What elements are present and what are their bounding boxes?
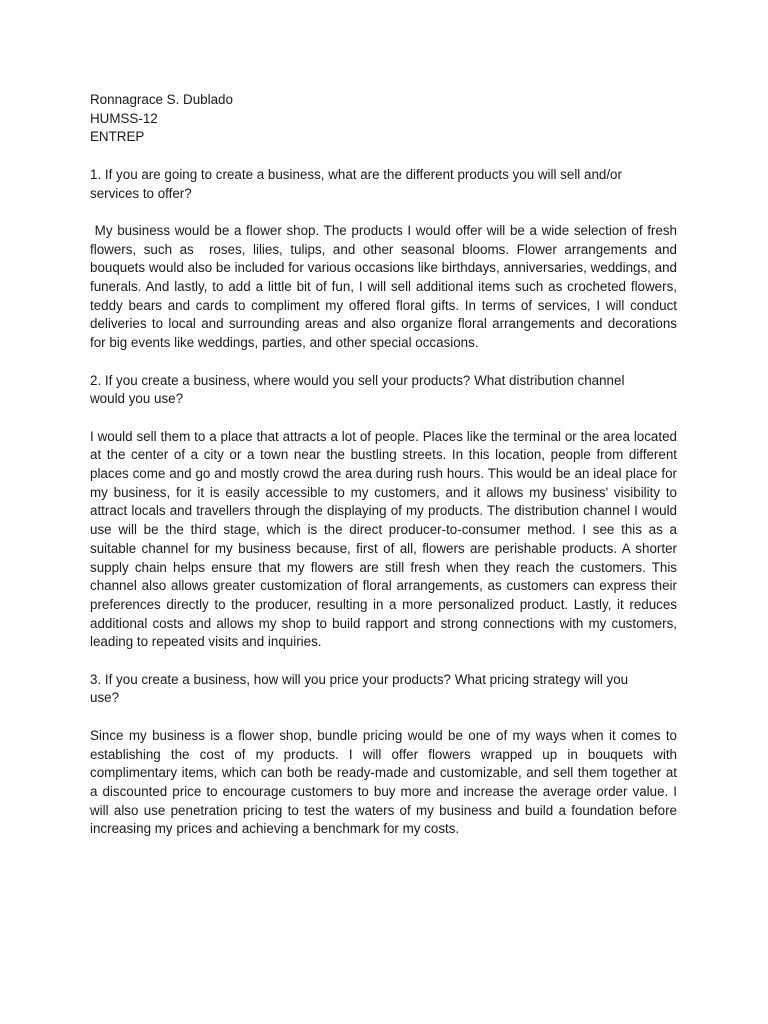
question-1: 1. If you are going to create a business, what are the different products you will sell and/or services to offer? bbox=[90, 166, 622, 201]
spacer bbox=[90, 652, 677, 671]
subject-label: ENTREP bbox=[90, 129, 145, 145]
spacer bbox=[90, 203, 677, 222]
spacer bbox=[90, 147, 677, 166]
document-body bbox=[90, 91, 681, 839]
answer-2: I would sell them to a place that attracts a lot of people. Places like the terminal or the area located at the center of a city or a town near the bustling streets. In this location, people from different places come and go and mostly crowd the area during rush hours. This would be an ideal place for my business, for it is easily accessible to my customers, and it allows my business' visibility to attract locals and travellers through the displaying of my products. The distribution channel I would use will be the third stage, which is the direct producer-to-consumer method. I see this as a suitable channel for my business because, first of all, flowers are perishable products. A shorter supply chain helps ensure that my flowers are still fresh when they reach the customers. This channel also allows greater customization of floral arrangements, as customers can express their preferences directly to the producer, resulting in a more personalized product. Lastly, it reduces additional costs and allows my shop to build rapport and strong connections with my customers, leading to repeated visits and inquiries. bbox=[90, 428, 677, 650]
question-3: 3. If you create a business, how will you price your products? What pricing strategy will you use? bbox=[90, 671, 629, 706]
spacer bbox=[90, 409, 677, 428]
question-2: 2. If you create a business, where would you sell your products? What distribution channel would you use? bbox=[90, 372, 625, 407]
spacer bbox=[90, 708, 677, 727]
answer-1: My business would be a flower shop. The products I would offer will be a wide selection of fresh flowers, such as roses, lilies, tulips, and other seasonal blooms. Flower arrangements and bouquets would also be included for various occasions like birthdays, anniversaries, weddings, and funerals. And lastly, to add a little bit of fun, I will sell additional items such as crocheted flowers, teddy bears and cards to compliment my offered floral gifts. In terms of services, I will conduct deliveries to local and surrounding areas and also organize floral arrangements and decorations for big events like weddings, parties, and other special occasions. bbox=[90, 222, 681, 351]
student-section: HUMSS-12 bbox=[90, 110, 158, 126]
student-name: Ronnagrace S. Dublado bbox=[90, 92, 233, 107]
spacer bbox=[90, 353, 677, 372]
answer-3: Since my business is a flower shop, bundle pricing would be one of my ways when it comes to establishing the cost of my products. I will offer flowers wrapped up in bouquets with complimentary items, which can both be ready-made and customizable, and sell them together at a discounted price to encourage customers to buy more and increase the average order value. I will also use penetration pricing to test the waters of my business and build a foundation before increasing my prices and achieving a benchmark for my costs. bbox=[90, 727, 677, 837]
